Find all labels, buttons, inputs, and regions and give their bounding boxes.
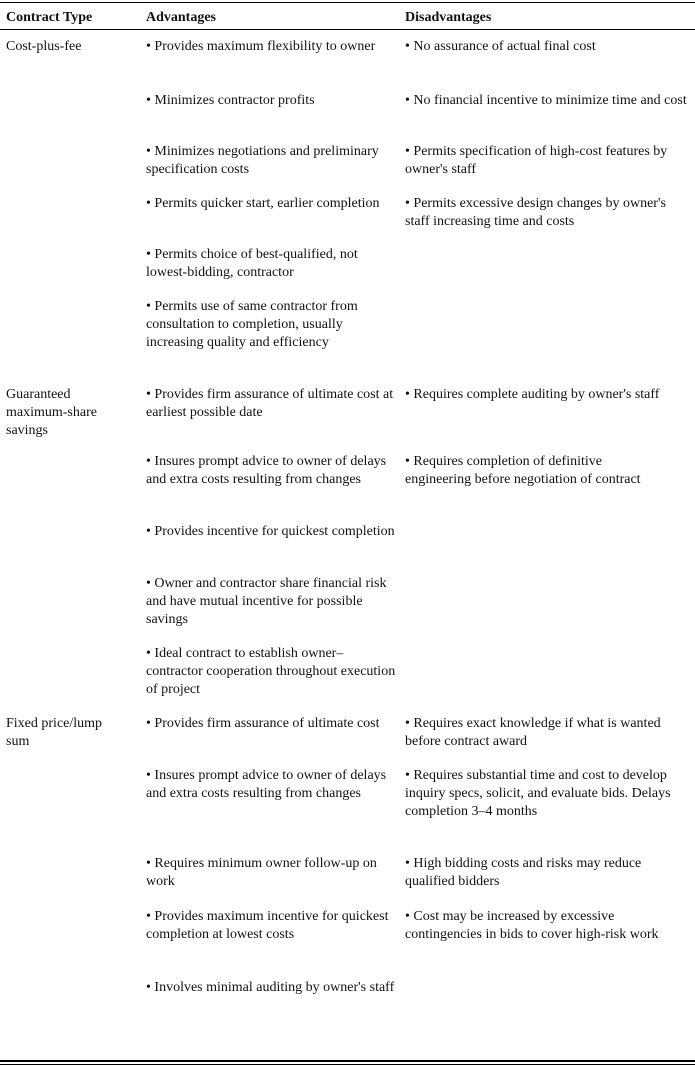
advantage-item: • Involves minimal auditing by owner's staff: [146, 980, 395, 995]
advantage-item: • Insures prompt advice to owner of delays and extra costs resulting from changes: [146, 454, 387, 487]
header-disadvantages: Disadvantages: [405, 10, 492, 25]
header-rule: [0, 29, 695, 30]
disadvantage-item: • Requires complete auditing by owner's staff: [405, 387, 660, 402]
advantage-item: • Requires minimum owner follow-up on work: [146, 856, 377, 889]
advantage-item: • Minimizes contractor profits: [146, 93, 315, 108]
disadvantage-item: • Permits excessive design changes by owner's staff increasing time and costs: [405, 196, 666, 229]
disadvantage-item: • No assurance of actual final cost: [405, 39, 596, 54]
advantage-item: • Provides firm assurance of ultimate cost: [146, 716, 380, 731]
disadvantage-item: • Requires substantial time and cost to develop inquiry specs, solicit, and evaluate bids. Delays completion 3–4 months: [405, 768, 671, 819]
advantage-item: • Provides firm assurance of ultimate cost at earliest possible date: [146, 387, 394, 420]
table-bottom-rule: [0, 1060, 695, 1062]
disadvantage-item: • High bidding costs and risks may reduce qualified bidders: [405, 856, 642, 889]
advantage-item: • Permits use of same contractor from consultation to completion, usually increasing quality and efficiency: [146, 299, 358, 350]
advantage-item: • Permits choice of best-qualified, not lowest-bidding, contractor: [146, 247, 358, 280]
contract-type-fixed-price: Fixed price/lump sum: [6, 716, 103, 749]
header-advantages: Advantages: [146, 10, 217, 25]
disadvantage-item: • Permits specification of high-cost features by owner's staff: [405, 144, 668, 177]
advantage-item: • Provides maximum flexibility to owner: [146, 39, 376, 54]
advantage-item: • Owner and contractor share financial risk and have mutual incentive for possible savings: [146, 576, 387, 627]
disadvantage-item: • Requires completion of definitive engineering before negotiation of contract: [405, 454, 641, 487]
contract-type-cost-plus-fee: Cost-plus-fee: [6, 39, 82, 54]
advantage-item: • Permits quicker start, earlier completion: [146, 196, 380, 211]
disadvantage-item: • No financial incentive to minimize time and cost: [405, 93, 687, 108]
advantage-item: • Minimizes negotiations and preliminary specification costs: [146, 144, 379, 177]
table-top-rule: [0, 2, 695, 3]
advantage-item: • Provides incentive for quickest completion: [146, 524, 395, 539]
table-bottom-rule-thin: [0, 1064, 695, 1065]
disadvantage-item: • Requires exact knowledge if what is wanted before contract award: [405, 716, 661, 749]
header-contract-type: Contract Type: [6, 10, 93, 25]
advantage-item: • Insures prompt advice to owner of delays and extra costs resulting from changes: [146, 768, 387, 801]
advantage-item: • Ideal contract to establish owner–contractor cooperation throughout execution of project: [146, 646, 396, 697]
contract-type-guaranteed-maximum: Guaranteed maximum-share savings: [6, 387, 97, 438]
advantage-item: • Provides maximum incentive for quickest completion at lowest costs: [146, 909, 389, 942]
disadvantage-item: • Cost may be increased by excessive contingencies in bids to cover high-risk work: [405, 909, 659, 942]
